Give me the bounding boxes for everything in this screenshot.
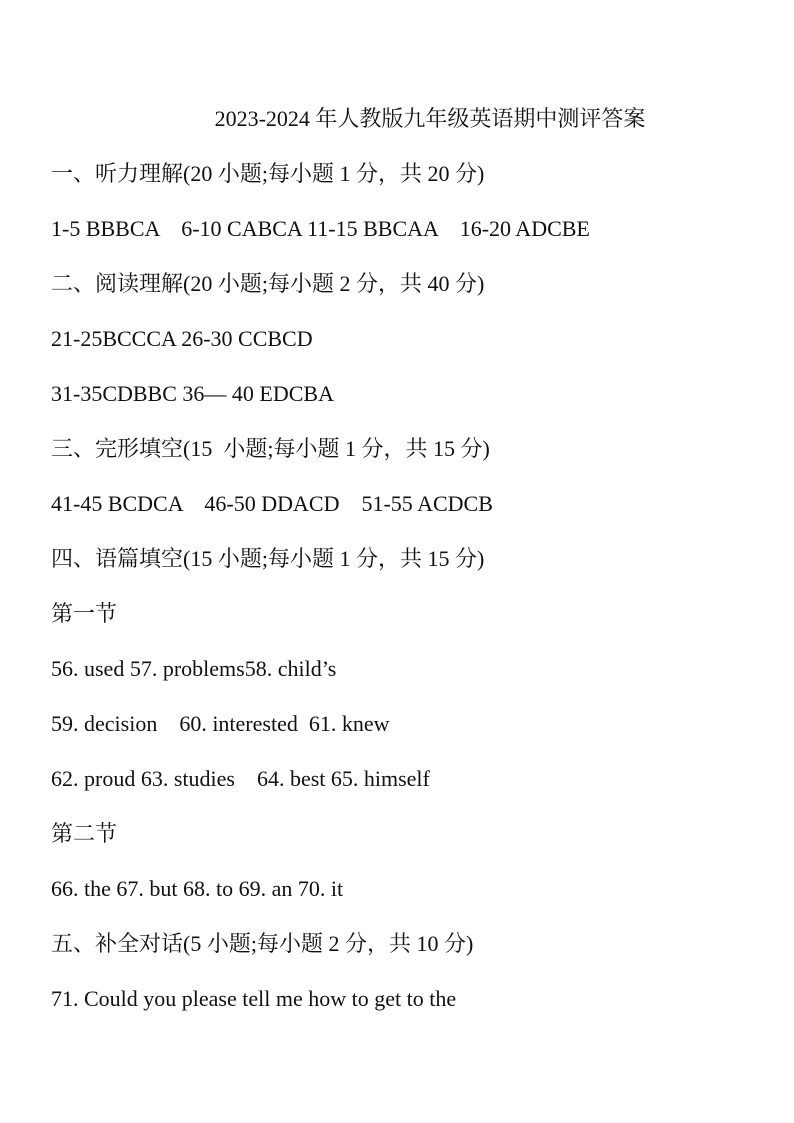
- document-title: 2023-2024 年人教版九年级英语期中测评答案: [214, 106, 646, 131]
- section-heading-passage-fill: 四、语篇填空(15 小题;每小题 1 分，共 15 分): [51, 546, 485, 571]
- answer-line-21-30: 21-25BCCCA 26-30 CCBCD: [51, 326, 313, 351]
- answer-line-71: 71. Could you please tell me how to get to the: [51, 986, 457, 1011]
- section-heading-listening: 一、听力理解(20 小题;每小题 1 分，共 20 分): [51, 161, 485, 186]
- subsection-heading-part-two: 第二节: [51, 821, 118, 846]
- subsection-heading-part-one: 第一节: [51, 601, 118, 626]
- answer-line-62-65: 62. proud 63. studies 64. best 65. himself: [51, 766, 430, 791]
- answer-line-56-58: 56. used 57. problems58. child’s: [51, 656, 337, 681]
- section-heading-reading: 二、阅读理解(20 小题;每小题 2 分，共 40 分): [51, 271, 485, 296]
- answer-line-59-61: 59. decision 60. interested 61. knew: [51, 711, 390, 736]
- answer-line-31-40: 31-35CDBBC 36— 40 EDCBA: [51, 381, 334, 406]
- answer-line-41-55: 41-45 BCDCA 46-50 DDACD 51-55 ACDCB: [51, 491, 493, 516]
- section-heading-cloze: 三、完形填空(15 小题;每小题 1 分，共 15 分): [51, 436, 490, 461]
- answer-line-66-70: 66. the 67. but 68. to 69. an 70. it: [51, 876, 344, 901]
- section-heading-dialogue: 五、补全对话(5 小题;每小题 2 分，共 10 分): [51, 931, 474, 956]
- answer-line-1-20: 1-5 BBBCA 6-10 CABCA 11-15 BBCAA 16-20 ADCBE: [51, 216, 590, 241]
